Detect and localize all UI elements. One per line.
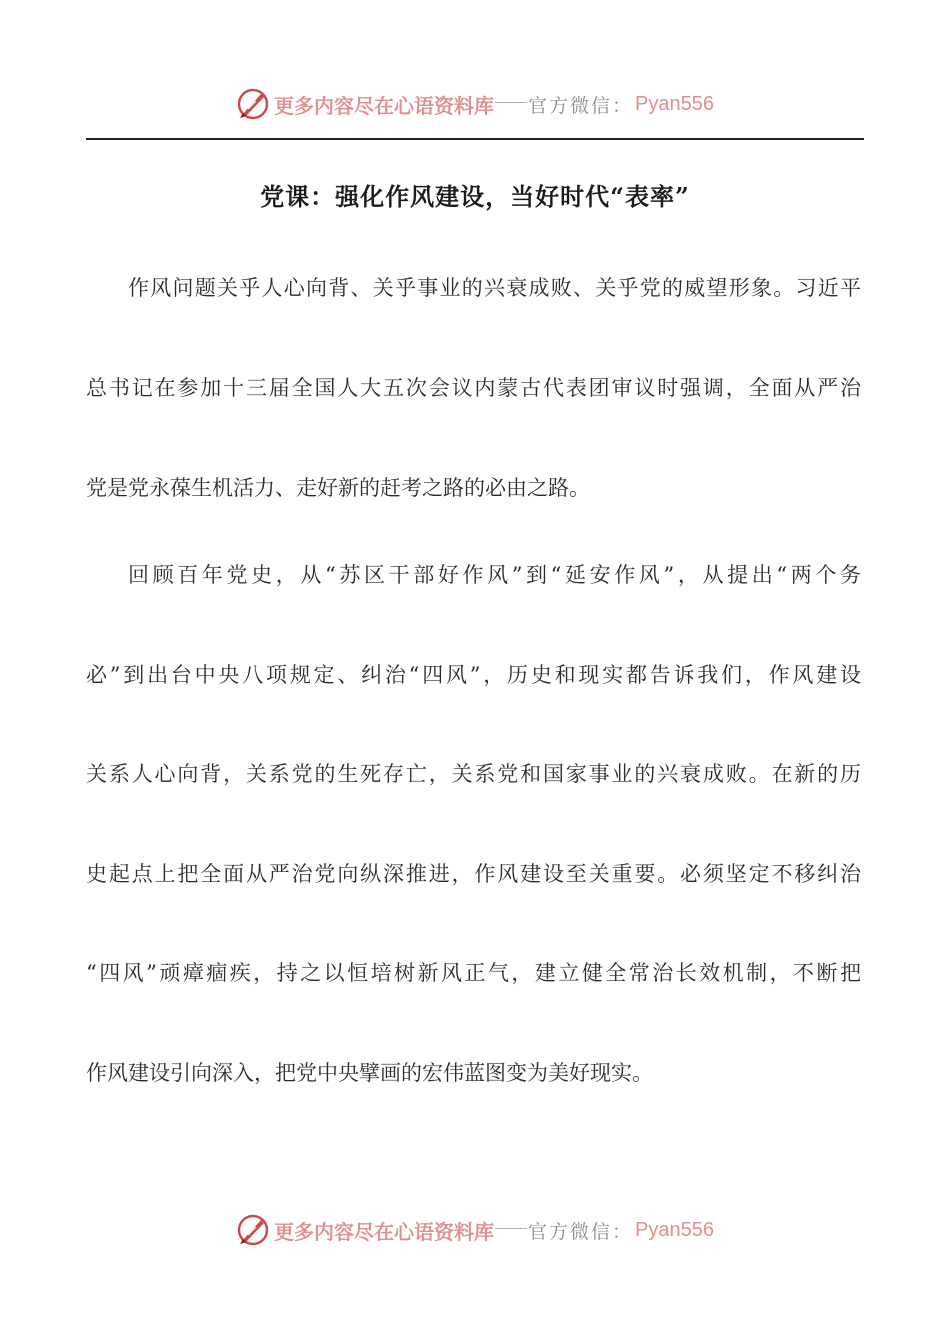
watermark-dash <box>495 102 527 103</box>
paragraph-2-line-2: 必”到出台中央八项规定、纠治“四风”，历史和现实都告诉我们，作风建设 <box>86 663 861 687</box>
footer-watermark <box>0 1212 950 1248</box>
paragraph-2-line-4: 史起点上把全面从严治党向纵深推进，作风建设至关重要。必须坚定不移纠治 <box>86 862 861 886</box>
watermark-sub-text: 官方微信： <box>528 1220 634 1243</box>
header-watermark <box>0 86 950 122</box>
watermark-dash <box>495 1228 527 1229</box>
paragraph-2-line-1: 回顾百年党史，从“苏区干部好作风”到“延安作风”，从提出“两个务 <box>128 563 861 587</box>
document-title: 党课：强化作风建设，当好时代“表率” <box>260 182 690 211</box>
watermark-sub-text: 官方微信： <box>528 94 634 117</box>
watermark-site-text: 更多内容尽在心语资料库 <box>274 93 494 118</box>
watermark-content <box>236 1213 714 1247</box>
pen-logo-icon <box>236 1213 270 1247</box>
paragraph-1-line-2: 总书记在参加十三届全国人大五次会议内蒙古代表团审议时强调，全面从严治 <box>86 376 861 400</box>
pen-logo-icon <box>236 87 270 121</box>
paragraph-2-line-3: 关系人心向背，关系党的生死存亡，关系党和国家事业的兴衰成败。在新的历 <box>86 762 861 786</box>
paragraph-1-line-3: 党是党永葆生机活力、走好新的赶考之路的必由之路。 <box>86 476 590 500</box>
paragraph-2-line-5: “四风”顽瘴痼疾，持之以恒培树新风正气，建立健全常治长效机制，不断把 <box>86 961 861 985</box>
watermark-wechat-id: Pyan556 <box>635 92 714 115</box>
header-divider <box>86 138 864 140</box>
watermark-content <box>236 87 714 121</box>
watermark-site-text: 更多内容尽在心语资料库 <box>274 1219 494 1244</box>
paragraph-2-line-6: 作风建设引向深入，把党中央擘画的宏伟蓝图变为美好现实。 <box>86 1061 653 1085</box>
paragraph-1-line-1: 作风问题关乎人心向背、关乎事业的兴衰成败、关乎党的威望形象。习近平 <box>128 276 861 300</box>
watermark-wechat-id: Pyan556 <box>635 1218 714 1241</box>
